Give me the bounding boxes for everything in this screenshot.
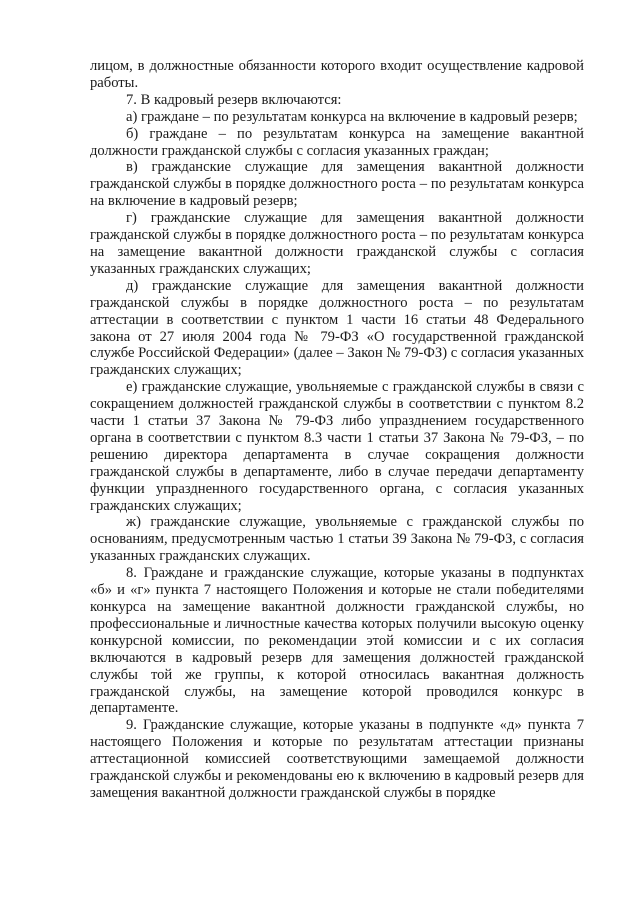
paragraph-subitem-zh: ж) гражданские служащие, увольняемые с гражданской службы по основаниям, предусмотренным частью 1 статьи 39 Закона № 79-ФЗ, с согласия указанных гражданских служащих.: [90, 514, 584, 565]
paragraph-subitem-v: в) гражданские служащие для замещения вакантной должности гражданской службы в порядке должностного роста – по результатам конкурса на включение в кадровый резерв;: [90, 159, 584, 210]
paragraph-item-7: 7. В кадровый резерв включаются:: [126, 91, 342, 108]
paragraph-item-9: 9. Гражданские служащие, которые указаны в подпункте «д» пункта 7 настоящего Положения и которые по результатам аттестации признаны аттестационной комиссией соответствующими замещаемой должности гражданской службы и рекомендованы ею к включению в кадровый резерв для замещения вакантной должности гражданской службы в порядке: [90, 717, 584, 801]
paragraph-subitem-a: а) граждане – по результатам конкурса на включение в кадровый резерв;: [126, 108, 578, 125]
paragraph-continuation: лицом, в должностные обязанности которого входит осуществление кадровой работы.: [90, 58, 584, 91]
paragraph-subitem-d: д) гражданские служащие для замещения вакантной должности гражданской службы в порядке должностного роста – по результатам аттестации в соответствии с пунктом 1 части 16 статьи 48 Федерального закона от 27 июля 2004 года № 79-ФЗ «О государственной гражданской службе Российской Федерации» (далее – Закон № 79-ФЗ) с согласия указанных гражданских служащих;: [90, 277, 584, 379]
paragraph-item-8: 8. Граждане и гражданские служащие, которые указаны в подпунктах «б» и «г» пункта 7 настоящего Положения и которые не стали победителями конкурса на замещение вакантной должности гражданской службы, но профессиональные и личностные качества которых получили высокую оценку конкурсной комиссии, по рекомендации этой комиссии и с их согласия включаются в кадровый резерв для замещения должностей гражданской службы той же группы, к которой относилась вакантная должность гражданской службы, на замещение которой проводился конкурс в департаменте.: [90, 565, 584, 717]
paragraph-subitem-b: б) граждане – по результатам конкурса на замещение вакантной должности гражданской службы с согласия указанных граждан;: [90, 125, 584, 159]
document-body: [90, 58, 584, 802]
paragraph-subitem-g: г) гражданские служащие для замещения вакантной должности гражданской службы в порядке должностного роста – по результатам конкурса на замещение вакантной должности гражданской службы с согласия указанных гражданских служащих;: [90, 210, 584, 277]
paragraph-subitem-e: е) гражданские служащие, увольняемые с гражданской службы в связи с сокращением должностей гражданской службы в соответствии с пунктом 8.2 части 1 статьи 37 Закона № 79-ФЗ либо упразднением государственного органа в соответствии с пунктом 8.3 части 1 статьи 37 Закона № 79-ФЗ, – по решению директора департамента в случае сокращения должности гражданской службы в департаменте, либо в случае передачи департаменту функции упраздненного государственного органа, с согласия указанных гражданских служащих;: [90, 379, 584, 514]
